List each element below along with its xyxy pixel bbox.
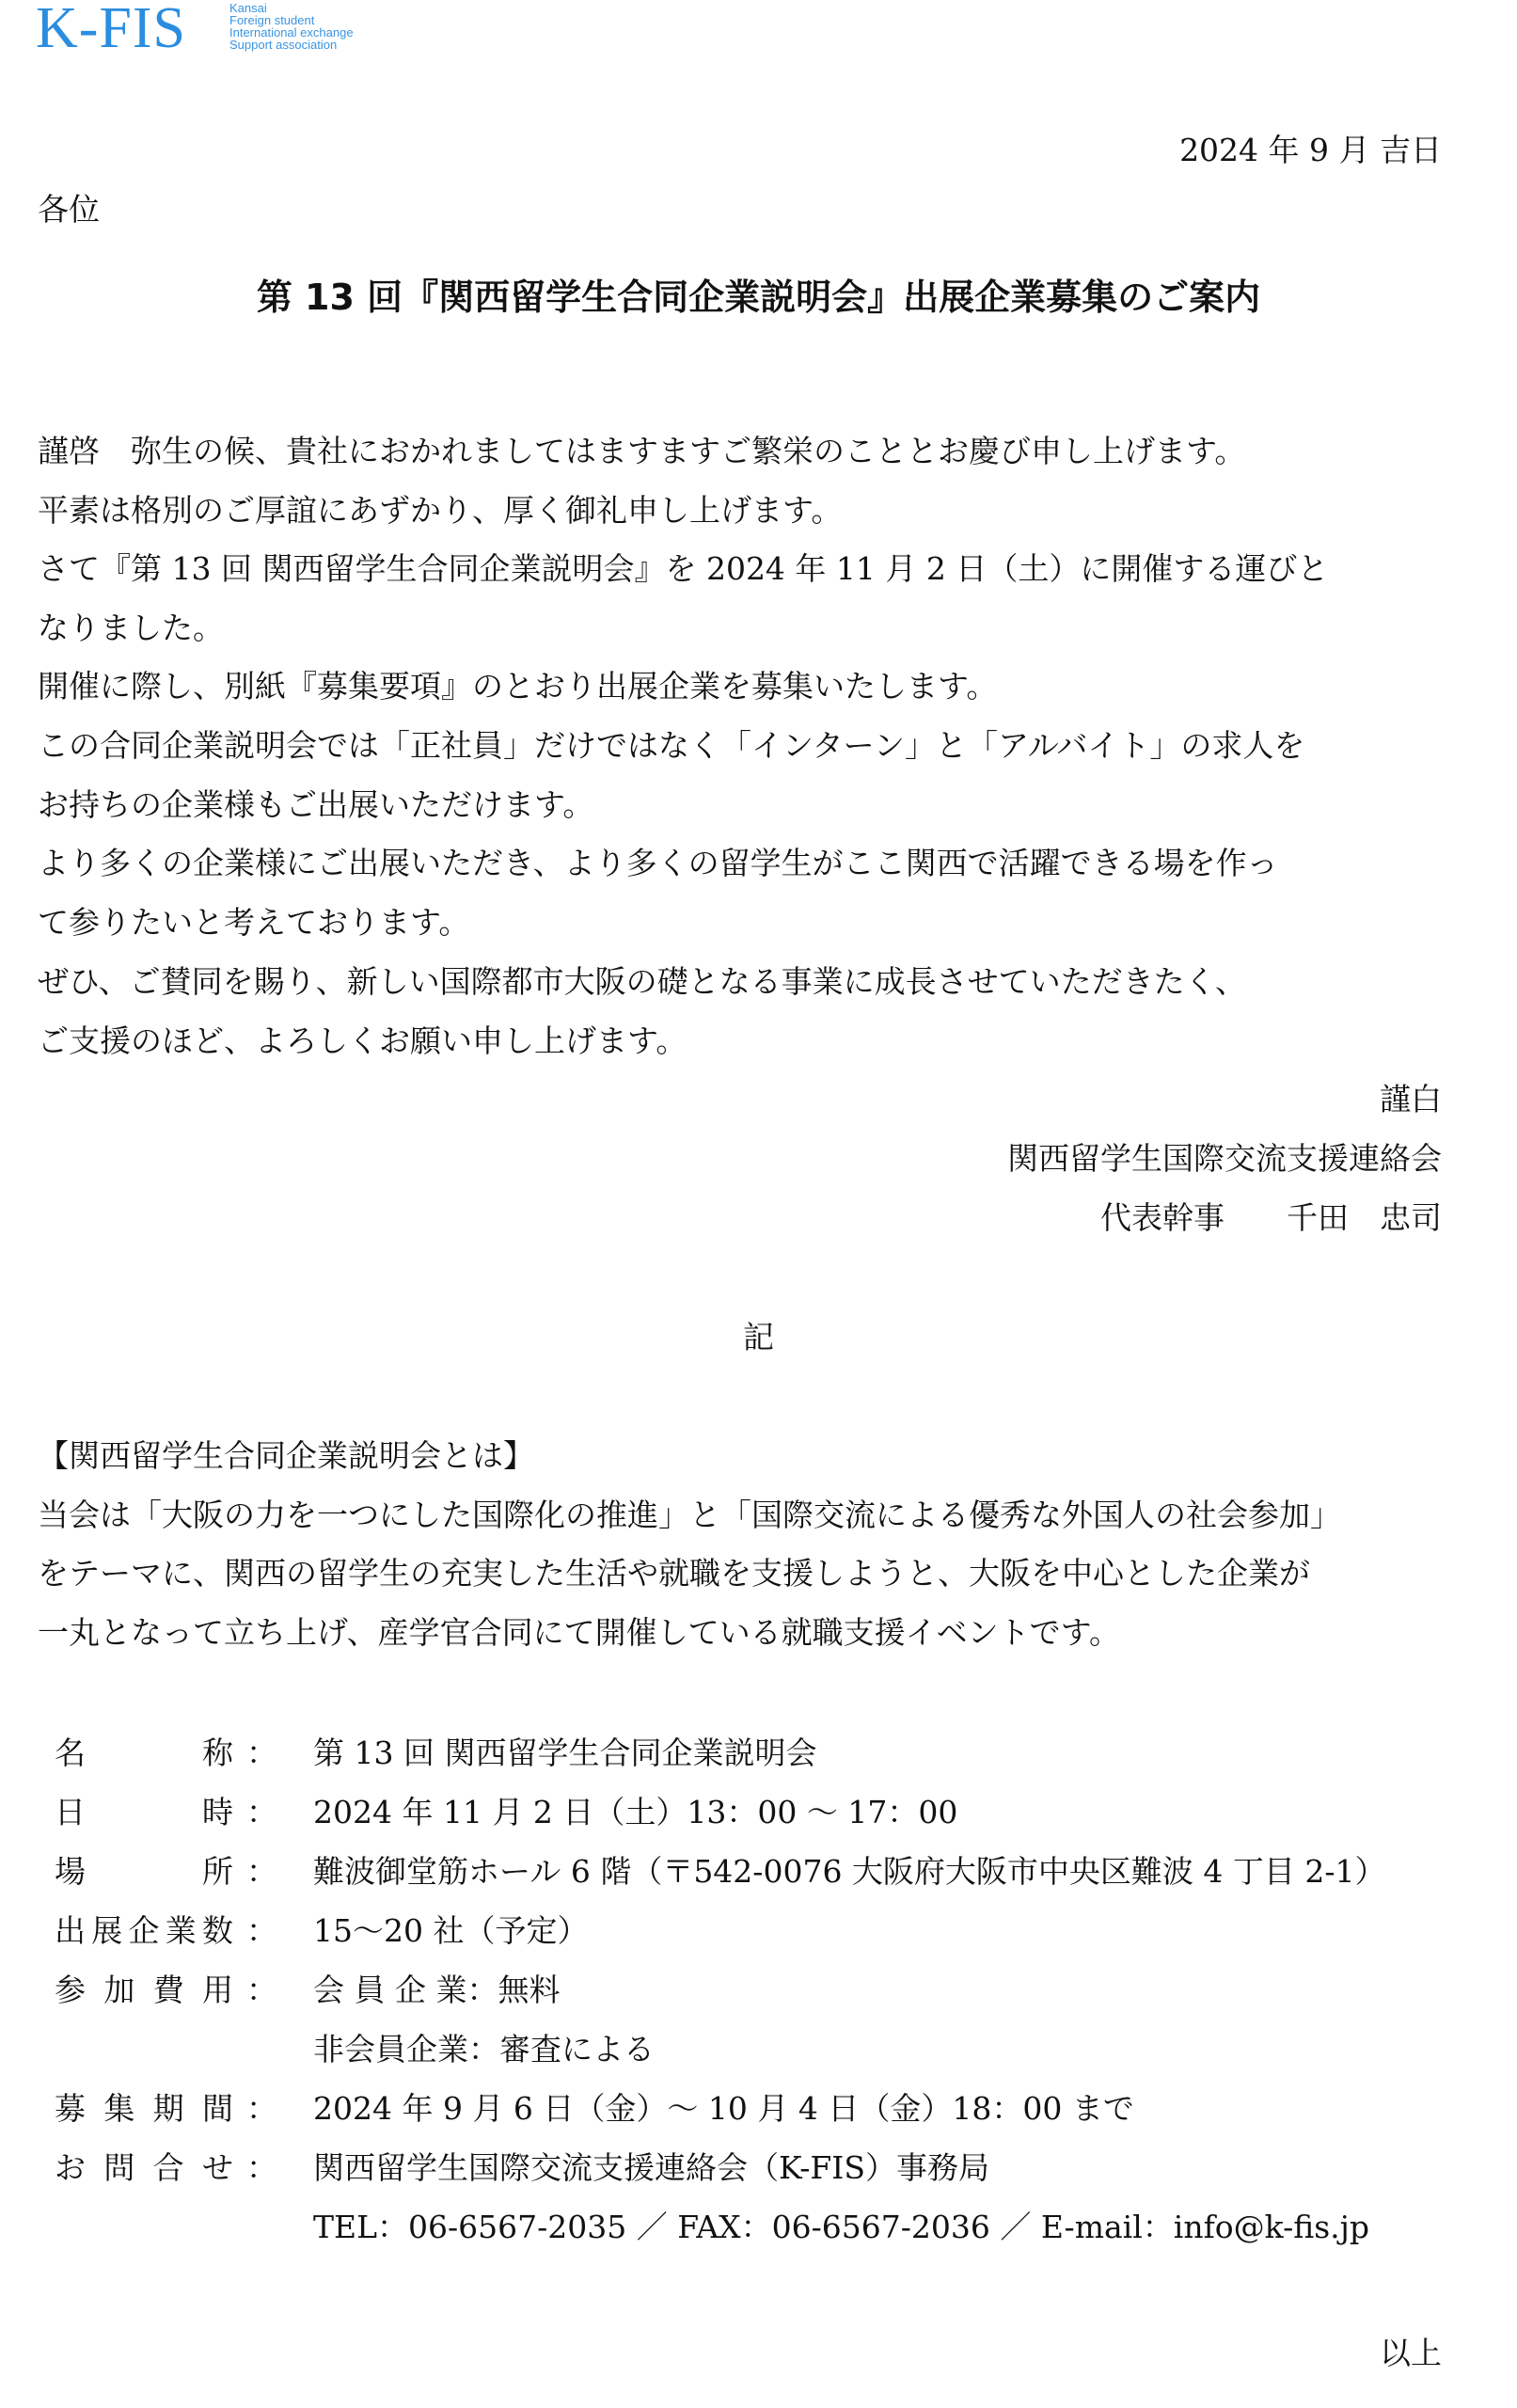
about-line: をテーマに、関西の留学生の充実した生活や就職を支援しようと、大阪を中心とした企業が: [38, 1555, 1310, 1592]
kfis-logo: [36, 0, 431, 60]
detail-colon: ：: [246, 1912, 277, 1949]
detail-value: TEL：06-6567-2035 ／ FAX：06-6567-2036 ／ E-mail：info@k-fis.jp: [313, 2209, 1370, 2245]
body-line: さて『第 13 回 関西留学生合同企業説明会』を 2024 年 11 月 2 日（土）に開催する運びと: [38, 550, 1329, 587]
about-heading: 【関西留学生合同企業説明会とは】: [38, 1437, 534, 1474]
addressee: 各位: [38, 191, 100, 228]
body-line: なりました。: [38, 610, 224, 646]
detail-colon: ：: [246, 1794, 277, 1830]
document-title: 第 13 回『関西留学生合同企業説明会』出展企業募集のご案内: [256, 277, 1261, 318]
detail-label: 日時: [55, 1794, 233, 1830]
detail-label: 参加費用: [55, 1972, 233, 2008]
body-line: 謹啓 弥生の候、貴社におかれましてはますますご繁栄のこととお慶び申し上げます。: [38, 433, 1246, 469]
body-line: ぜひ、ご賛同を賜り、新しい国際都市大阪の礎となる事業に成長させていただきたく、: [38, 963, 1247, 1000]
detail-value: 関西留学生国際交流支援連絡会（K-FIS）事務局: [313, 2149, 989, 2186]
document-date: 2024 年 9 月 吉日: [1179, 132, 1442, 168]
detail-colon: ：: [246, 1972, 277, 2008]
detail-colon: ：: [246, 2090, 277, 2127]
detail-colon: ：: [246, 2149, 277, 2186]
detail-value: 難波御堂筋ホール 6 階（〒542-0076 大阪府大阪市中央区難波 4 丁目 2-1）: [313, 1853, 1386, 1890]
detail-label: お問合せ: [55, 2149, 233, 2186]
detail-label: 募集期間: [55, 2090, 233, 2127]
logo-sub-line: International exchange: [229, 25, 354, 40]
detail-value: 15～20 社（予定）: [313, 1912, 589, 1949]
detail-label: 名称: [55, 1735, 233, 1771]
detail-colon: ：: [246, 1853, 277, 1890]
logo-subtext: [229, 2, 354, 51]
detail-colon: ：: [246, 1735, 277, 1771]
detail-label: 場所: [55, 1853, 233, 1890]
body-line: 平素は格別のご厚誼にあずかり、厚く御礼申し上げます。: [38, 492, 843, 529]
about-line: 一丸となって立ち上げ、産学官合同にて開催している就職支援イベントです。: [38, 1614, 1121, 1651]
body-line: て参りたいと考えております。: [38, 904, 470, 941]
about-line: 当会は「大阪の力を一つにした国際化の推進」と「国際交流による優秀な外国人の社会参加」: [38, 1497, 1341, 1533]
detail-label: 出展企業数: [55, 1912, 233, 1949]
body-line: お持ちの企業様もご出展いただけます。: [38, 786, 594, 823]
detail-value: 2024 年 9 月 6 日（金）～ 10 月 4 日（金）18：00 まで: [313, 2090, 1134, 2127]
body-line: より多くの企業様にご出展いただき、より多くの留学生がここ関西で活躍できる場を作っ: [38, 845, 1278, 881]
logo-main-text: K-FIS: [36, 0, 187, 60]
ki-marker: 記: [743, 1319, 774, 1355]
detail-value: 2024 年 11 月 2 日（土）13：00 ～ 17：00: [313, 1794, 958, 1830]
detail-value: 第 13 回 関西留学生合同企業説明会: [313, 1735, 817, 1771]
body-line: 開催に際し、別紙『募集要項』のとおり出展企業を募集いたします。: [38, 668, 998, 705]
detail-value: 会 員 企 業：無料: [313, 1972, 561, 2008]
closing-word: 謹白: [1380, 1081, 1442, 1117]
detail-value: 非会員企業：審査による: [313, 2031, 655, 2067]
body-line: ご支援のほど、よろしくお願い申し上げます。: [38, 1022, 687, 1059]
logo-sub-line: Kansai: [229, 1, 267, 15]
representative-name: 代表幹事 千田 忠司: [1100, 1199, 1442, 1236]
end-marker: 以上: [1380, 2335, 1442, 2371]
organization-name: 関西留学生国際交流支援連絡会: [1007, 1140, 1442, 1177]
logo-sub-line: Support association: [229, 38, 338, 52]
logo-sub-line: Foreign student: [229, 13, 315, 27]
body-line: この合同企業説明会では「正社員」だけではなく「インターン」と「アルバイト」の求人を: [38, 727, 1305, 764]
